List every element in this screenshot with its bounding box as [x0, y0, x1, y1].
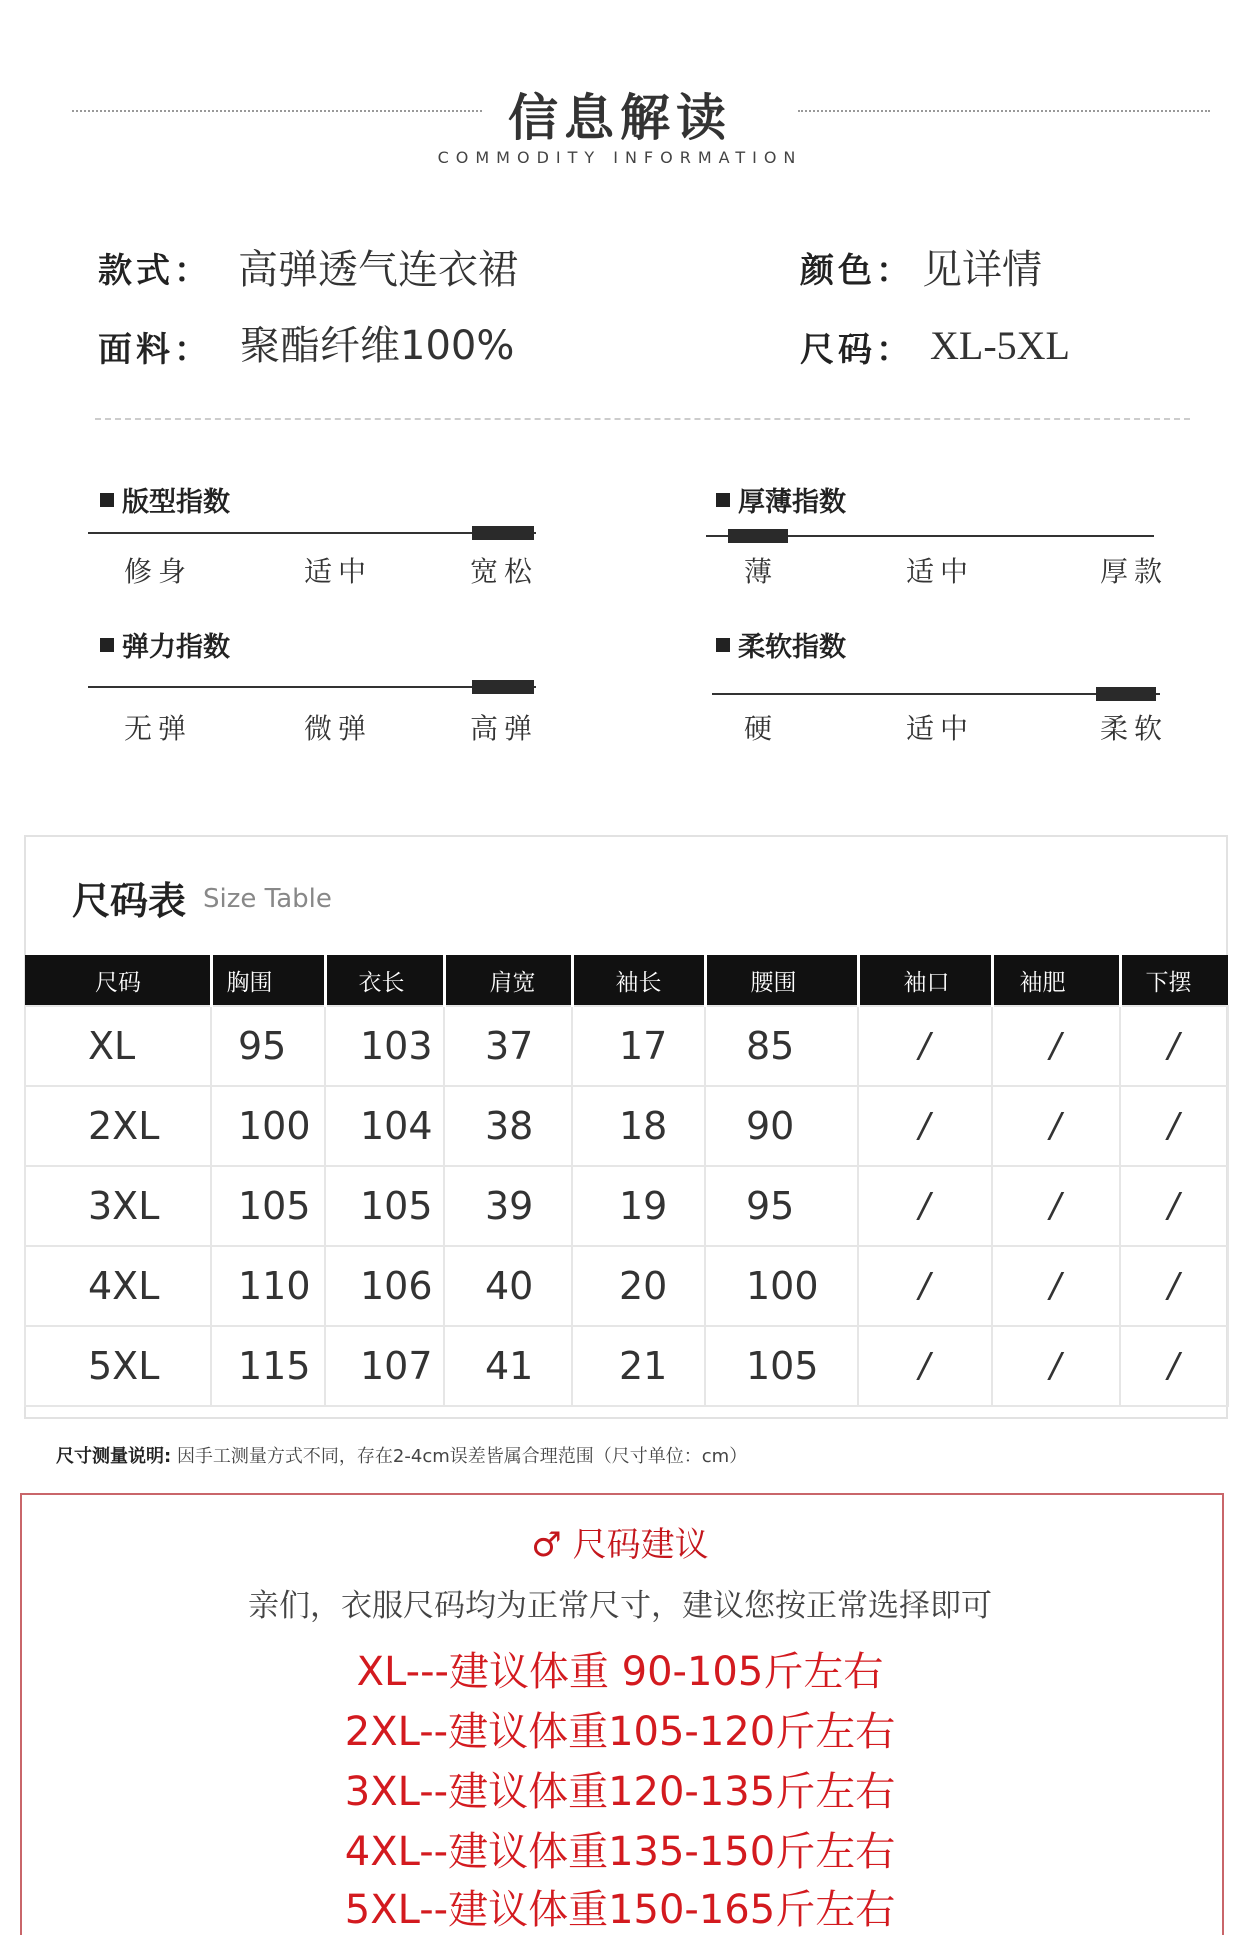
size-suggestion-title	[0, 1517, 1240, 1566]
col-header-length: 衣长	[325, 955, 444, 1006]
color-value: 见详情	[922, 247, 1042, 293]
col-header-size: 尺码	[25, 955, 211, 1006]
table-cell: /	[1120, 1006, 1228, 1086]
fabric-value: 聚酯纤维100%	[240, 323, 515, 369]
size-value: XL-5XL	[930, 323, 1070, 368]
table-cell: /	[992, 1246, 1120, 1326]
table-cell: /	[858, 1006, 992, 1086]
table-cell: /	[992, 1166, 1120, 1246]
col-header-cuff: 袖口	[858, 955, 992, 1006]
table-cell: 21	[572, 1326, 705, 1406]
style-value: 高弹透气连衣裙	[238, 247, 518, 293]
table-cell: /	[992, 1006, 1120, 1086]
fabric-label: 面料：	[98, 330, 212, 370]
size-table-header-row	[25, 955, 1228, 1006]
col-header-waist: 腰围	[705, 955, 858, 1006]
table-cell: 90	[705, 1086, 858, 1166]
measurement-note	[56, 1442, 747, 1468]
table-cell: /	[1120, 1246, 1228, 1326]
size-table-title-en: Size Table	[203, 884, 332, 914]
table-cell: 105	[325, 1166, 444, 1246]
page-subtitle: COMMODITY INFORMATION	[437, 148, 803, 167]
table-row	[25, 1086, 1228, 1166]
table-cell: 106	[325, 1246, 444, 1326]
table-cell: 115	[211, 1326, 325, 1406]
elasticity-index-tick-3: 高弹	[470, 712, 539, 745]
table-cell: 18	[572, 1086, 705, 1166]
color-label: 颜色：	[800, 251, 914, 291]
elasticity-index-label: 弹力指数	[122, 632, 230, 663]
bullet-square-icon	[100, 638, 114, 652]
fit-index-track	[88, 532, 536, 534]
col-header-sleeve: 袖长	[572, 955, 705, 1006]
page-title: 信息解读	[508, 89, 732, 147]
col-header-chest: 胸围	[211, 955, 325, 1006]
table-cell: /	[992, 1326, 1120, 1406]
table-cell: 107	[325, 1326, 444, 1406]
measurement-note-text: 因手工测量方式不同，存在2-4cm误差皆属合理范围（尺寸单位：cm）	[176, 1446, 748, 1467]
thickness-index-tick-2: 适中	[906, 555, 975, 588]
size-suggestion-line: 2XL--建议体重105-120斤左右	[344, 1709, 896, 1755]
table-cell: /	[858, 1086, 992, 1166]
table-cell: 105	[211, 1166, 325, 1246]
size-label: 尺码：	[800, 330, 914, 370]
fit-index-marker	[472, 526, 534, 540]
fit-index-label: 版型指数	[122, 487, 230, 518]
elasticity-index-title	[100, 625, 230, 664]
elasticity-index-tick-2: 微弹	[304, 712, 373, 745]
table-cell: 17	[572, 1006, 705, 1086]
table-cell: 100	[705, 1246, 858, 1326]
table-row	[25, 1006, 1228, 1086]
table-cell: 110	[211, 1246, 325, 1326]
info-divider	[95, 418, 1190, 420]
fit-index-tick-2: 适中	[304, 555, 373, 588]
table-cell: 37	[444, 1006, 572, 1086]
elasticity-index-marker	[472, 680, 534, 694]
table-cell: 41	[444, 1326, 572, 1406]
table-cell: 105	[705, 1326, 858, 1406]
elasticity-index-tick-1: 无弹	[124, 712, 193, 745]
softness-index-label: 柔软指数	[738, 632, 846, 663]
table-cell: /	[992, 1086, 1120, 1166]
table-cell: 19	[572, 1166, 705, 1246]
fit-index-tick-3: 宽松	[470, 555, 539, 588]
col-header-upper-arm: 袖肥	[992, 955, 1120, 1006]
measurement-note-label: 尺寸测量说明:	[56, 1446, 172, 1467]
thickness-index-tick-1: 薄	[744, 555, 779, 588]
softness-index-title	[716, 625, 846, 664]
table-cell: /	[1120, 1166, 1228, 1246]
softness-index-marker	[1096, 687, 1156, 701]
table-cell: 2XL	[25, 1086, 211, 1166]
table-cell: 103	[325, 1006, 444, 1086]
thickness-index-label: 厚薄指数	[738, 487, 846, 518]
size-table-title: 尺码表	[72, 879, 187, 923]
table-cell: /	[1120, 1326, 1228, 1406]
table-row	[25, 1166, 1228, 1246]
bullet-square-icon	[100, 493, 114, 507]
softness-index-tick-2: 适中	[906, 712, 975, 745]
table-cell: XL	[25, 1006, 211, 1086]
fit-index-title	[100, 480, 230, 519]
size-table	[24, 955, 1229, 1407]
table-cell: 40	[444, 1246, 572, 1326]
bullet-square-icon	[716, 493, 730, 507]
table-cell: 3XL	[25, 1166, 211, 1246]
table-cell: /	[1120, 1086, 1228, 1166]
size-suggestion-line: 3XL--建议体重120-135斤左右	[344, 1769, 896, 1815]
thickness-index-tick-3: 厚款	[1100, 555, 1169, 588]
bullet-square-icon	[716, 638, 730, 652]
size-suggestion-title-text: 尺码建议	[572, 1525, 709, 1565]
col-header-hem: 下摆	[1120, 955, 1228, 1006]
table-row	[25, 1246, 1228, 1326]
softness-index-tick-3: 柔软	[1100, 712, 1169, 745]
table-cell: /	[858, 1246, 992, 1326]
size-suggestion-line: 4XL--建议体重135-150斤左右	[344, 1829, 896, 1875]
table-cell: 5XL	[25, 1326, 211, 1406]
table-row	[25, 1326, 1228, 1406]
table-cell: 38	[444, 1086, 572, 1166]
table-cell: 20	[572, 1246, 705, 1326]
size-suggestion-line: XL---建议体重 90-105斤左右	[356, 1649, 884, 1695]
softness-index-track	[712, 693, 1160, 695]
table-cell: 104	[325, 1086, 444, 1166]
table-cell: 39	[444, 1166, 572, 1246]
table-cell: 95	[705, 1166, 858, 1246]
size-suggestion-line: 5XL--建议体重150-165斤左右	[344, 1887, 896, 1933]
table-cell: 100	[211, 1086, 325, 1166]
table-cell: 85	[705, 1006, 858, 1086]
male-symbol-icon: ♂	[531, 1525, 562, 1565]
fit-index-tick-1: 修身	[124, 555, 193, 588]
thickness-index-marker	[728, 529, 788, 543]
table-cell: /	[858, 1166, 992, 1246]
size-suggestion-intro: 亲们，衣服尺码均为正常尺寸，建议您按正常选择即可	[248, 1588, 992, 1624]
table-cell: 4XL	[25, 1246, 211, 1326]
table-cell: 95	[211, 1006, 325, 1086]
table-cell: /	[858, 1326, 992, 1406]
thickness-index-title	[716, 480, 846, 519]
style-label: 款式：	[98, 251, 212, 291]
softness-index-tick-1: 硬	[744, 712, 779, 745]
elasticity-index-track	[88, 686, 536, 688]
col-header-shoulder: 肩宽	[444, 955, 572, 1006]
